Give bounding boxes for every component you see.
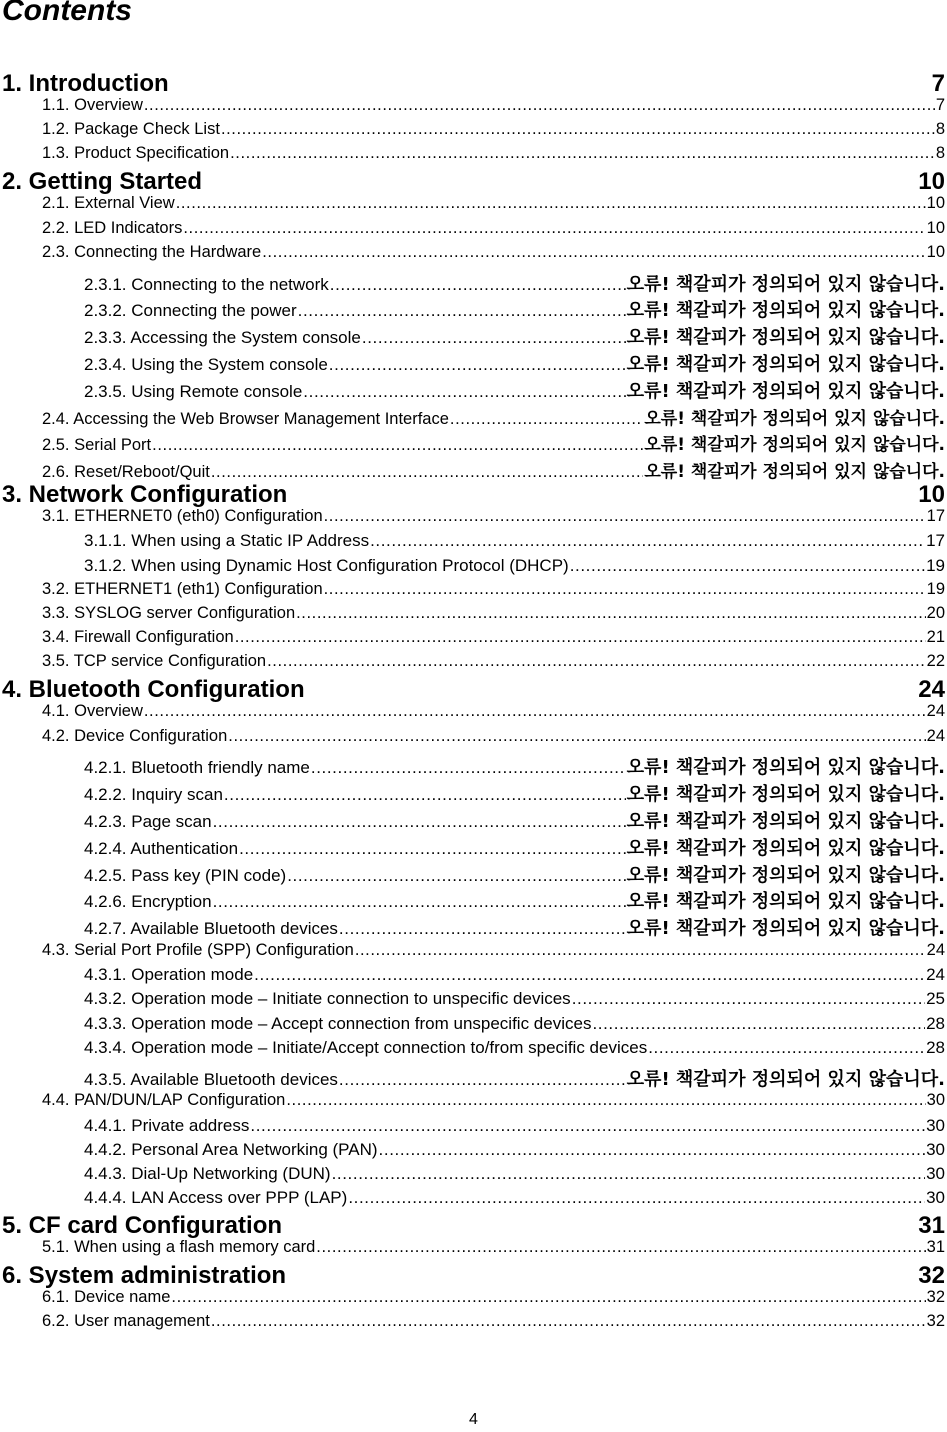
toc-entry-title: 2.3.2. Connecting the power — [84, 301, 297, 321]
toc-page-number: 30 — [926, 1139, 945, 1159]
toc-entry-title: 2.1. External View — [42, 194, 175, 213]
toc-page-number: 31 — [926, 1238, 945, 1257]
toc-dot-leader — [450, 410, 643, 429]
toc-entry-level-2[interactable] — [42, 1312, 945, 1331]
toc-bookmark-error: 오류! 책갈피가 정의되어 있지 않습니다. — [626, 891, 945, 913]
toc-dot-leader — [262, 243, 925, 262]
toc-entry-title: 3.2. ETHERNET1 (eth1) Configuration — [42, 579, 323, 598]
toc-bookmark-error: 오류! 책갈피가 정의되어 있지 않습니다. — [644, 435, 945, 456]
toc-entry-title: 1. Introduction — [2, 70, 169, 97]
toc-entry-level-2[interactable] — [42, 120, 945, 139]
toc-page-number: 30 — [926, 1164, 945, 1183]
toc-entry-level-3[interactable] — [84, 914, 945, 940]
toc-dot-leader — [339, 919, 626, 939]
toc-page-number: 10 — [926, 194, 945, 213]
toc-entry-title: 4.4.1. Private address — [84, 1115, 250, 1135]
toc-entry-level-3[interactable] — [84, 270, 945, 296]
toc-bookmark-error: 오류! 책갈피가 정의되어 있지 않습니다. — [626, 354, 945, 375]
toc-entry-title: 4.4.2. Personal Area Networking (PAN) — [84, 1139, 378, 1159]
toc-page-number: 21 — [926, 628, 945, 647]
toc-entry-title: 2.6. Reset/Reboot/Quit — [42, 463, 210, 482]
toc-entry-level-1[interactable] — [2, 676, 945, 704]
toc-page-number: 30 — [926, 1188, 945, 1208]
toc-entry-level-2[interactable] — [42, 702, 945, 721]
toc-dot-leader — [311, 758, 626, 778]
toc-entry-level-1[interactable] — [2, 1212, 945, 1240]
toc-entry-title: 2.3.1. Connecting to the network — [84, 274, 329, 294]
toc-bookmark-error: 오류! 책갈피가 정의되어 있지 않습니다. — [626, 327, 945, 349]
toc-dot-leader — [239, 839, 626, 859]
toc-entry-title: 4.2.1. Bluetooth friendly name — [84, 758, 310, 778]
toc-entry-title: 5.1. When using a flash memory card — [42, 1238, 316, 1257]
toc-entry-title: 4.3.3. Operation mode – Accept connection from unspecific devices — [84, 1013, 592, 1033]
toc-page-number: 32 — [926, 1288, 945, 1307]
toc-entry-title: 3.5. TCP service Configuration — [42, 652, 267, 671]
toc-page-number: 31 — [918, 1212, 945, 1240]
toc-entry-level-3[interactable] — [84, 1065, 945, 1091]
toc-entry-title: 4.2.6. Encryption — [84, 892, 212, 912]
toc-dot-leader — [370, 531, 925, 551]
toc-entry-title: 4.4. PAN/DUN/LAP Configuration — [42, 1091, 286, 1110]
toc-entry-title: 4.2.4. Authentication — [84, 838, 239, 858]
toc-entry-title: 3.1.1. When using a Static IP Address — [84, 531, 370, 551]
toc-entry-level-2[interactable] — [42, 628, 945, 647]
toc-entry-title: 3.3. SYSLOG server Configuration — [42, 604, 296, 622]
toc-entry-level-3[interactable] — [84, 887, 945, 913]
toc-dot-leader — [332, 1164, 926, 1184]
toc-page-number: 7 — [935, 96, 945, 114]
toc-entry-title: 6. System administration — [2, 1262, 287, 1290]
toc-dot-leader — [224, 785, 626, 805]
toc-entry-title: 4.2. Device Configuration — [42, 726, 228, 745]
toc-dot-leader — [329, 355, 626, 375]
toc-entry-title: 2.2. LED Indicators — [42, 218, 183, 237]
toc-page-number: 24 — [926, 941, 945, 959]
toc-entry-title: 2.4. Accessing the Web Browser Management Interface — [42, 409, 449, 428]
toc-page-number: 19 — [926, 579, 945, 598]
toc-dot-leader — [348, 1188, 925, 1208]
toc-dot-leader — [183, 219, 925, 238]
toc-page-number: 8 — [935, 120, 945, 139]
toc-entry-level-3[interactable] — [84, 323, 945, 349]
toc-page-number: 10 — [926, 218, 945, 237]
toc-entry-title: 4.3.5. Available Bluetooth devices — [84, 1069, 338, 1089]
toc-entry-level-3[interactable] — [84, 965, 945, 985]
toc-bookmark-error: 오류! 책갈피가 정의되어 있지 않습니다. — [626, 380, 945, 402]
toc-bookmark-error: 오류! 책갈피가 정의되어 있지 않습니다. — [626, 300, 945, 322]
toc-entry-title: 6.1. Device name — [42, 1288, 171, 1307]
toc-entry-level-3[interactable] — [84, 531, 945, 551]
toc-bookmark-error: 오류! 책갈피가 정의되어 있지 않습니다. — [626, 918, 945, 940]
toc-entry-level-3[interactable] — [84, 1164, 945, 1184]
toc-bookmark-error: 오류! 책갈피가 정의되어 있지 않습니다. — [626, 273, 945, 295]
toc-entry-title: 4.3. Serial Port Profile (SPP) Configuration — [42, 941, 354, 959]
toc-dot-leader — [592, 1014, 925, 1034]
toc-dot-leader — [221, 120, 935, 139]
toc-entry-level-3[interactable] — [84, 377, 945, 403]
toc-entry-level-3[interactable] — [84, 989, 945, 1009]
toc-dot-leader — [355, 941, 926, 960]
toc-page-number: 22 — [926, 652, 945, 671]
toc-entry-level-1[interactable] — [2, 1262, 945, 1290]
page-number: 4 — [469, 1411, 478, 1428]
toc-dot-leader — [144, 702, 926, 721]
toc-dot-leader — [572, 989, 925, 1009]
toc-dot-leader — [316, 1238, 925, 1257]
toc-dot-leader — [152, 436, 643, 455]
toc-page-number: 25 — [926, 989, 945, 1009]
toc-entry-level-2[interactable] — [42, 219, 945, 238]
toc-entry-level-3[interactable] — [84, 834, 945, 860]
toc-entry-level-3[interactable] — [84, 753, 945, 779]
toc-bookmark-error: 오류! 책갈피가 정의되어 있지 않습니다. — [626, 811, 945, 832]
toc-page-number: 32 — [926, 1312, 945, 1331]
toc-entry-title: 6.2. User management — [42, 1312, 210, 1331]
toc-dot-leader — [287, 866, 625, 886]
toc-dot-leader — [362, 328, 626, 348]
toc-dot-leader — [324, 580, 926, 599]
toc-entry-title: 4.4.4. LAN Access over PPP (LAP) — [84, 1188, 348, 1208]
toc-entry-level-2[interactable] — [42, 404, 945, 429]
toc-dot-leader — [211, 463, 644, 482]
toc-entry-level-3[interactable] — [84, 296, 945, 322]
toc-entry-level-2[interactable] — [42, 96, 945, 115]
toc-entry-title: 3.4. Firewall Configuration — [42, 628, 234, 647]
toc-entry-level-1[interactable] — [2, 70, 945, 98]
toc-entry-level-2[interactable] — [42, 652, 945, 671]
toc-page-number: 24 — [926, 965, 945, 985]
toc-page-number: 17 — [926, 507, 945, 526]
toc-entry-title: 4.2.3. Page scan — [84, 812, 212, 831]
toc-entry-level-1[interactable] — [2, 168, 945, 196]
toc-bookmark-error: 오류! 책갈피가 정의되어 있지 않습니다. — [644, 462, 945, 483]
toc-entry-level-2[interactable] — [42, 457, 945, 482]
toc-entry-title: 4.1. Overview — [42, 702, 143, 721]
toc-entry-level-3[interactable] — [84, 350, 945, 376]
toc-page-number: 20 — [926, 604, 945, 622]
toc-entry-level-2[interactable] — [42, 243, 945, 262]
toc-entry-title: 2.5. Serial Port — [42, 436, 152, 455]
toc-page-number: 30 — [926, 1091, 945, 1110]
toc-entry-level-2[interactable] — [42, 727, 945, 746]
toc-page-number: 7 — [931, 70, 945, 97]
toc-entry-title: 4.3.4. Operation mode – Initiate/Accept connection to/from specific devices — [84, 1037, 648, 1057]
page-title: Contents — [2, 0, 132, 27]
toc-entry-title: 2.3. Connecting the Hardware — [42, 242, 262, 261]
toc-page-number: 8 — [935, 144, 945, 163]
toc-dot-leader — [250, 1116, 925, 1136]
toc-entry-title: 4.3.2. Operation mode – Initiate connection to unspecific devices — [84, 989, 571, 1009]
toc-entry-title: 1.3. Product Specification — [42, 144, 230, 163]
toc-entry-title: 4.2.5. Pass key (PIN code) — [84, 865, 287, 885]
toc-entry-level-3[interactable] — [84, 556, 945, 576]
toc-entry-level-3[interactable] — [84, 807, 945, 833]
toc-page-number: 10 — [918, 168, 945, 196]
toc-page-number: 10 — [918, 481, 945, 509]
toc-dot-leader — [648, 1038, 925, 1058]
toc-entry-level-2[interactable] — [42, 430, 945, 455]
toc-entry-level-2[interactable] — [42, 507, 945, 526]
toc-page-number: 32 — [918, 1262, 945, 1290]
toc-page-number: 28 — [926, 1013, 945, 1033]
toc-entry-title: 1.1. Overview — [42, 96, 143, 114]
toc-entry-level-2[interactable] — [42, 144, 945, 163]
toc-dot-leader — [267, 652, 926, 671]
toc-page-number: 28 — [926, 1037, 945, 1057]
toc-dot-leader — [330, 275, 626, 295]
toc-entry-level-3[interactable] — [84, 1014, 945, 1034]
toc-entry-level-2[interactable] — [42, 941, 945, 960]
toc-dot-leader — [171, 1288, 925, 1307]
toc-entry-level-3[interactable] — [84, 1188, 945, 1208]
toc-entry-title: 2.3.4. Using the System console — [84, 355, 328, 374]
toc-entry-title: 4.2.7. Available Bluetooth devices — [84, 919, 338, 939]
toc-entry-title: 2.3.5. Using Remote console — [84, 381, 303, 401]
toc-bookmark-error: 오류! 책갈피가 정의되어 있지 않습니다. — [626, 864, 945, 886]
toc-bookmark-error: 오류! 책갈피가 정의되어 있지 않습니다. — [626, 1068, 945, 1090]
toc-entry-title: 3.1.2. When using Dynamic Host Configuration Protocol (DHCP) — [84, 555, 569, 575]
toc-bookmark-error: 오류! 책갈피가 정의되어 있지 않습니다. — [626, 784, 945, 806]
toc-entry-title: 2. Getting Started — [2, 168, 203, 196]
toc-dot-leader — [298, 301, 626, 321]
toc-entry-level-2[interactable] — [42, 1091, 945, 1110]
toc-page-number: 19 — [926, 555, 945, 575]
toc-dot-leader — [324, 507, 926, 526]
toc-entry-title: 4.3.1. Operation mode — [84, 965, 254, 985]
toc-page-number: 24 — [918, 676, 945, 704]
toc-dot-leader — [211, 1312, 926, 1331]
toc-dot-leader — [339, 1070, 626, 1090]
toc-entry-title: 4.2.2. Inquiry scan — [84, 785, 223, 805]
toc-entry-title: 3. Network Configuration — [2, 481, 288, 509]
toc-dot-leader — [228, 727, 925, 746]
toc-dot-leader — [570, 556, 925, 576]
toc-dot-leader — [213, 892, 626, 912]
toc-dot-leader — [213, 812, 626, 832]
toc-dot-leader — [235, 628, 926, 647]
toc-entry-title: 5. CF card Configuration — [2, 1212, 283, 1240]
toc-entry-title: 4. Bluetooth Configuration — [2, 676, 305, 704]
toc-entry-level-2[interactable] — [42, 604, 945, 623]
toc-page-number: 24 — [926, 702, 945, 721]
toc-entry-level-2[interactable] — [42, 194, 945, 213]
toc-entry-level-2[interactable] — [42, 1238, 945, 1257]
toc-dot-leader — [286, 1091, 925, 1110]
toc-entry-level-3[interactable] — [84, 861, 945, 887]
toc-dot-leader — [379, 1140, 926, 1160]
toc-page-number: 24 — [926, 726, 945, 745]
toc-entry-level-3[interactable] — [84, 1116, 945, 1136]
toc-entry-level-2[interactable] — [42, 580, 945, 599]
toc-dot-leader — [176, 194, 926, 213]
toc-dot-leader — [303, 382, 625, 402]
toc-entry-level-1[interactable] — [2, 481, 945, 509]
toc-entry-level-3[interactable] — [84, 1140, 945, 1160]
toc-page-number: 17 — [926, 531, 945, 551]
toc-entry-title: 2.3.3. Accessing the System console — [84, 328, 361, 348]
toc-bookmark-error: 오류! 책갈피가 정의되어 있지 않습니다. — [626, 757, 945, 779]
toc-entry-title: 3.1. ETHERNET0 (eth0) Configuration — [42, 507, 323, 526]
toc-entry-title: 1.2. Package Check List — [42, 120, 220, 139]
toc-entry-title: 4.4.3. Dial-Up Networking (DUN) — [84, 1164, 331, 1183]
toc-dot-leader — [230, 144, 935, 163]
toc-entry-level-3[interactable] — [84, 1038, 945, 1058]
toc-bookmark-error: 오류! 책갈피가 정의되어 있지 않습니다. — [644, 408, 945, 429]
toc-dot-leader — [296, 604, 926, 623]
toc-bookmark-error: 오류! 책갈피가 정의되어 있지 않습니다. — [626, 837, 945, 859]
toc-page-number: 10 — [926, 242, 945, 261]
toc-entry-level-3[interactable] — [84, 780, 945, 806]
toc-entry-level-2[interactable] — [42, 1288, 945, 1307]
toc-dot-leader — [144, 96, 935, 115]
toc-page-number: 30 — [926, 1115, 945, 1135]
toc-dot-leader — [254, 965, 925, 985]
